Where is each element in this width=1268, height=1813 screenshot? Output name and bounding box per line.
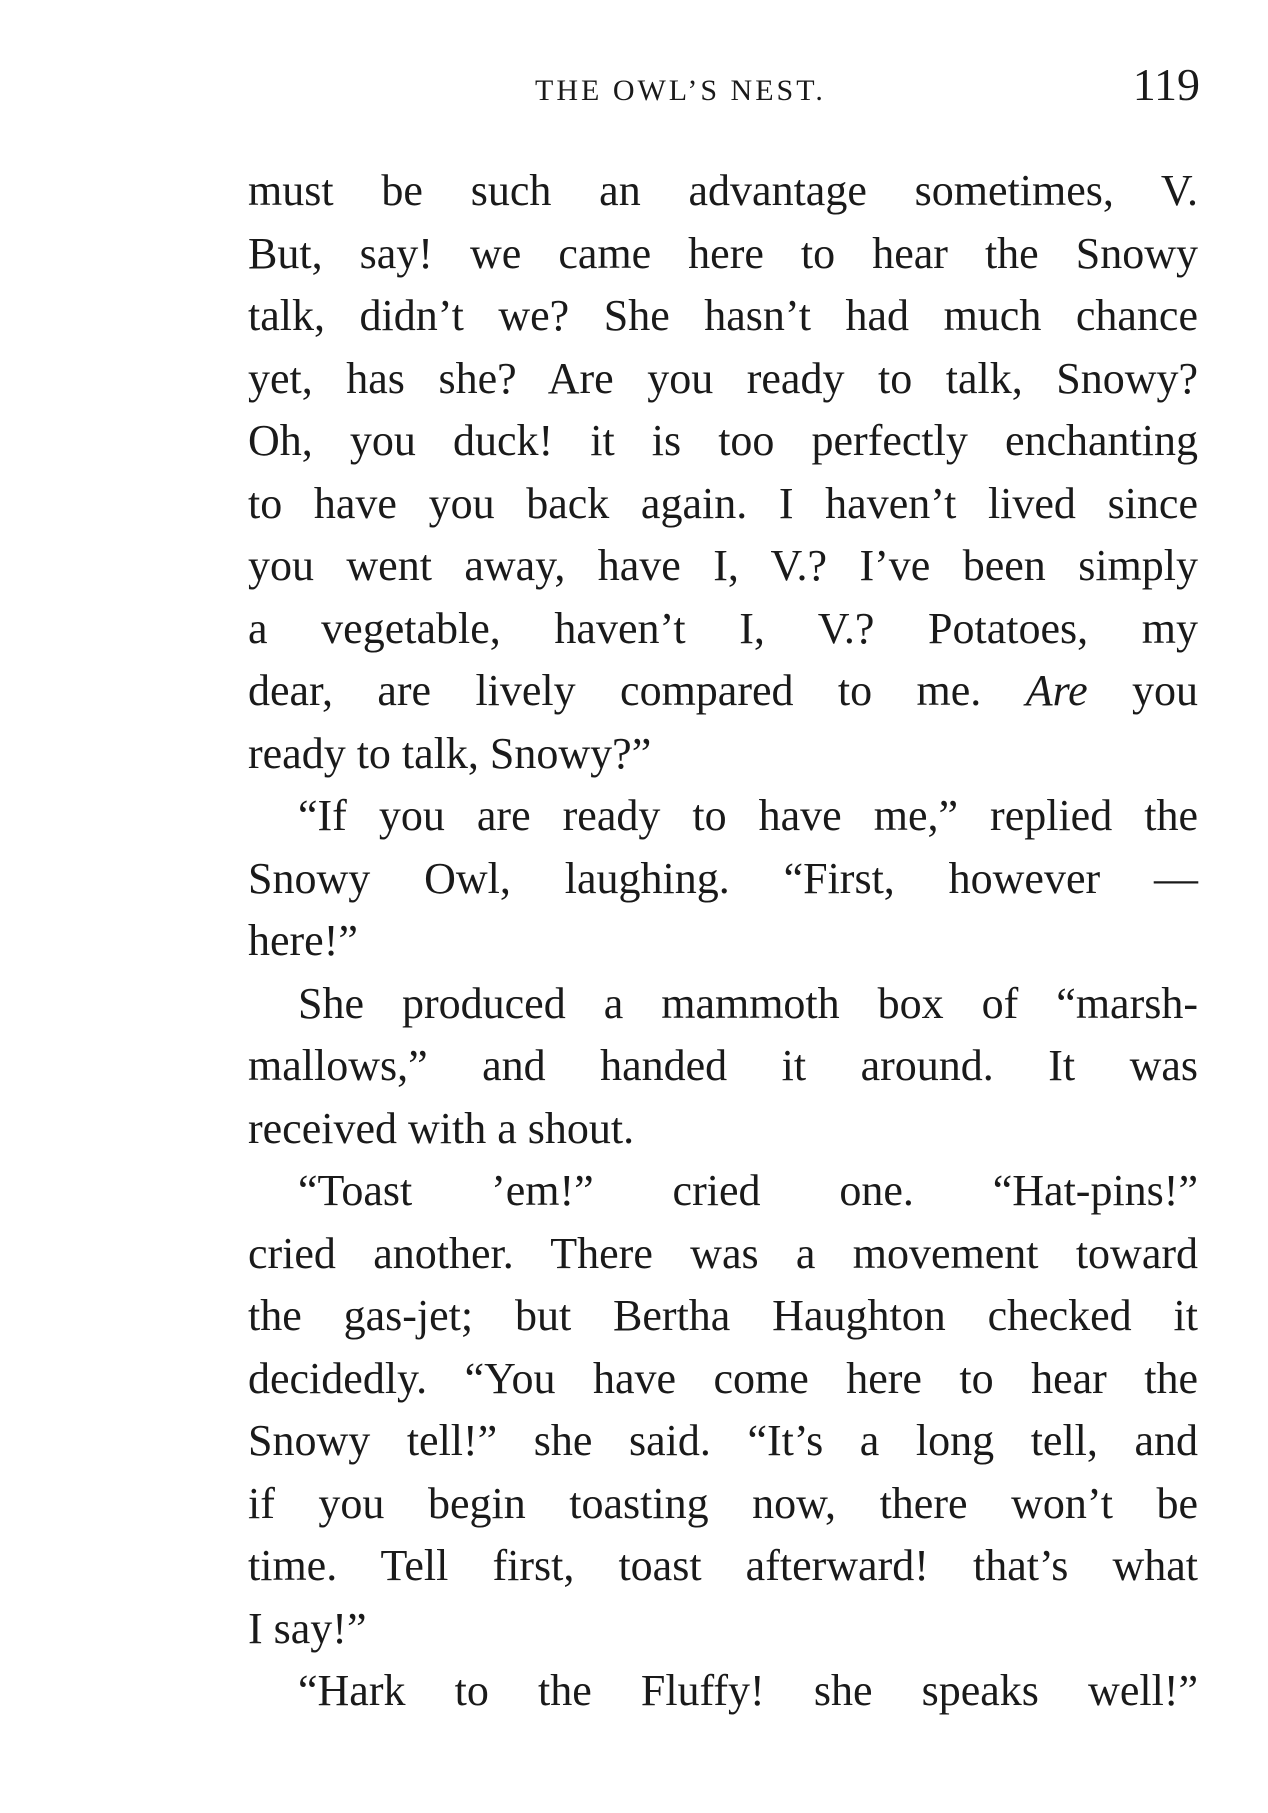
text-line: I say!” <box>248 1603 367 1653</box>
running-title: THE OWL’S NEST. <box>535 74 826 107</box>
text-line: the gas-jet; but Bertha Haughton checked it <box>248 1291 1198 1340</box>
text-line: you went away, have I, V.? I’ve been simply <box>248 541 1198 590</box>
text-line: mallows,” and handed it around. It was <box>248 1041 1198 1090</box>
text-line: received with a shout. <box>248 1103 635 1153</box>
italic-word: Are <box>1025 666 1088 715</box>
text-line: Oh, you duck! it is too perfectly enchanting <box>248 416 1198 465</box>
text-line: a vegetable, haven’t I, V.? Potatoes, my <box>248 603 1198 653</box>
text-line: cried another. There was a movement toward <box>248 1228 1198 1278</box>
text-line: Snowy tell!” she said. “It’s a long tell, and <box>248 1416 1198 1465</box>
text-line: ready to talk, Snowy?” <box>248 728 652 778</box>
text-line: to have you back again. I haven’t lived since <box>248 478 1198 528</box>
text-line: Snowy Owl, laughing. “First, however — <box>248 853 1198 903</box>
text-line: decidedly. “You have come here to hear the <box>248 1353 1198 1403</box>
text-line: “Hark to the Fluffy! she speaks well!” <box>298 1666 1198 1715</box>
body-text <box>248 160 1198 1723</box>
running-head <box>250 58 1200 118</box>
text-line: here!” <box>248 916 358 965</box>
text-line: “Toast ’em!” cried one. “Hat-pins!” <box>298 1166 1198 1215</box>
text-line: yet, has she? Are you ready to talk, Snowy? <box>248 353 1198 403</box>
text-line <box>248 660 1198 723</box>
text-line: time. Tell first, toast afterward! that’s what <box>248 1541 1198 1590</box>
page-number: 119 <box>1132 59 1200 110</box>
text-line: “If you are ready to have me,” replied the <box>298 791 1198 840</box>
text-line: if you begin toasting now, there won’t be <box>248 1478 1198 1528</box>
text-line: talk, didn’t we? She hasn’t had much chance <box>248 291 1198 340</box>
text-line: must be such an advantage sometimes, V. <box>248 166 1198 215</box>
text-fragment: dear, are lively compared to me. <box>248 666 1026 715</box>
text-fragment: you <box>1087 666 1199 715</box>
text-line: She produced a mammoth box of “marsh- <box>298 978 1198 1028</box>
text-line: But, say! we came here to hear the Snowy <box>248 228 1198 278</box>
